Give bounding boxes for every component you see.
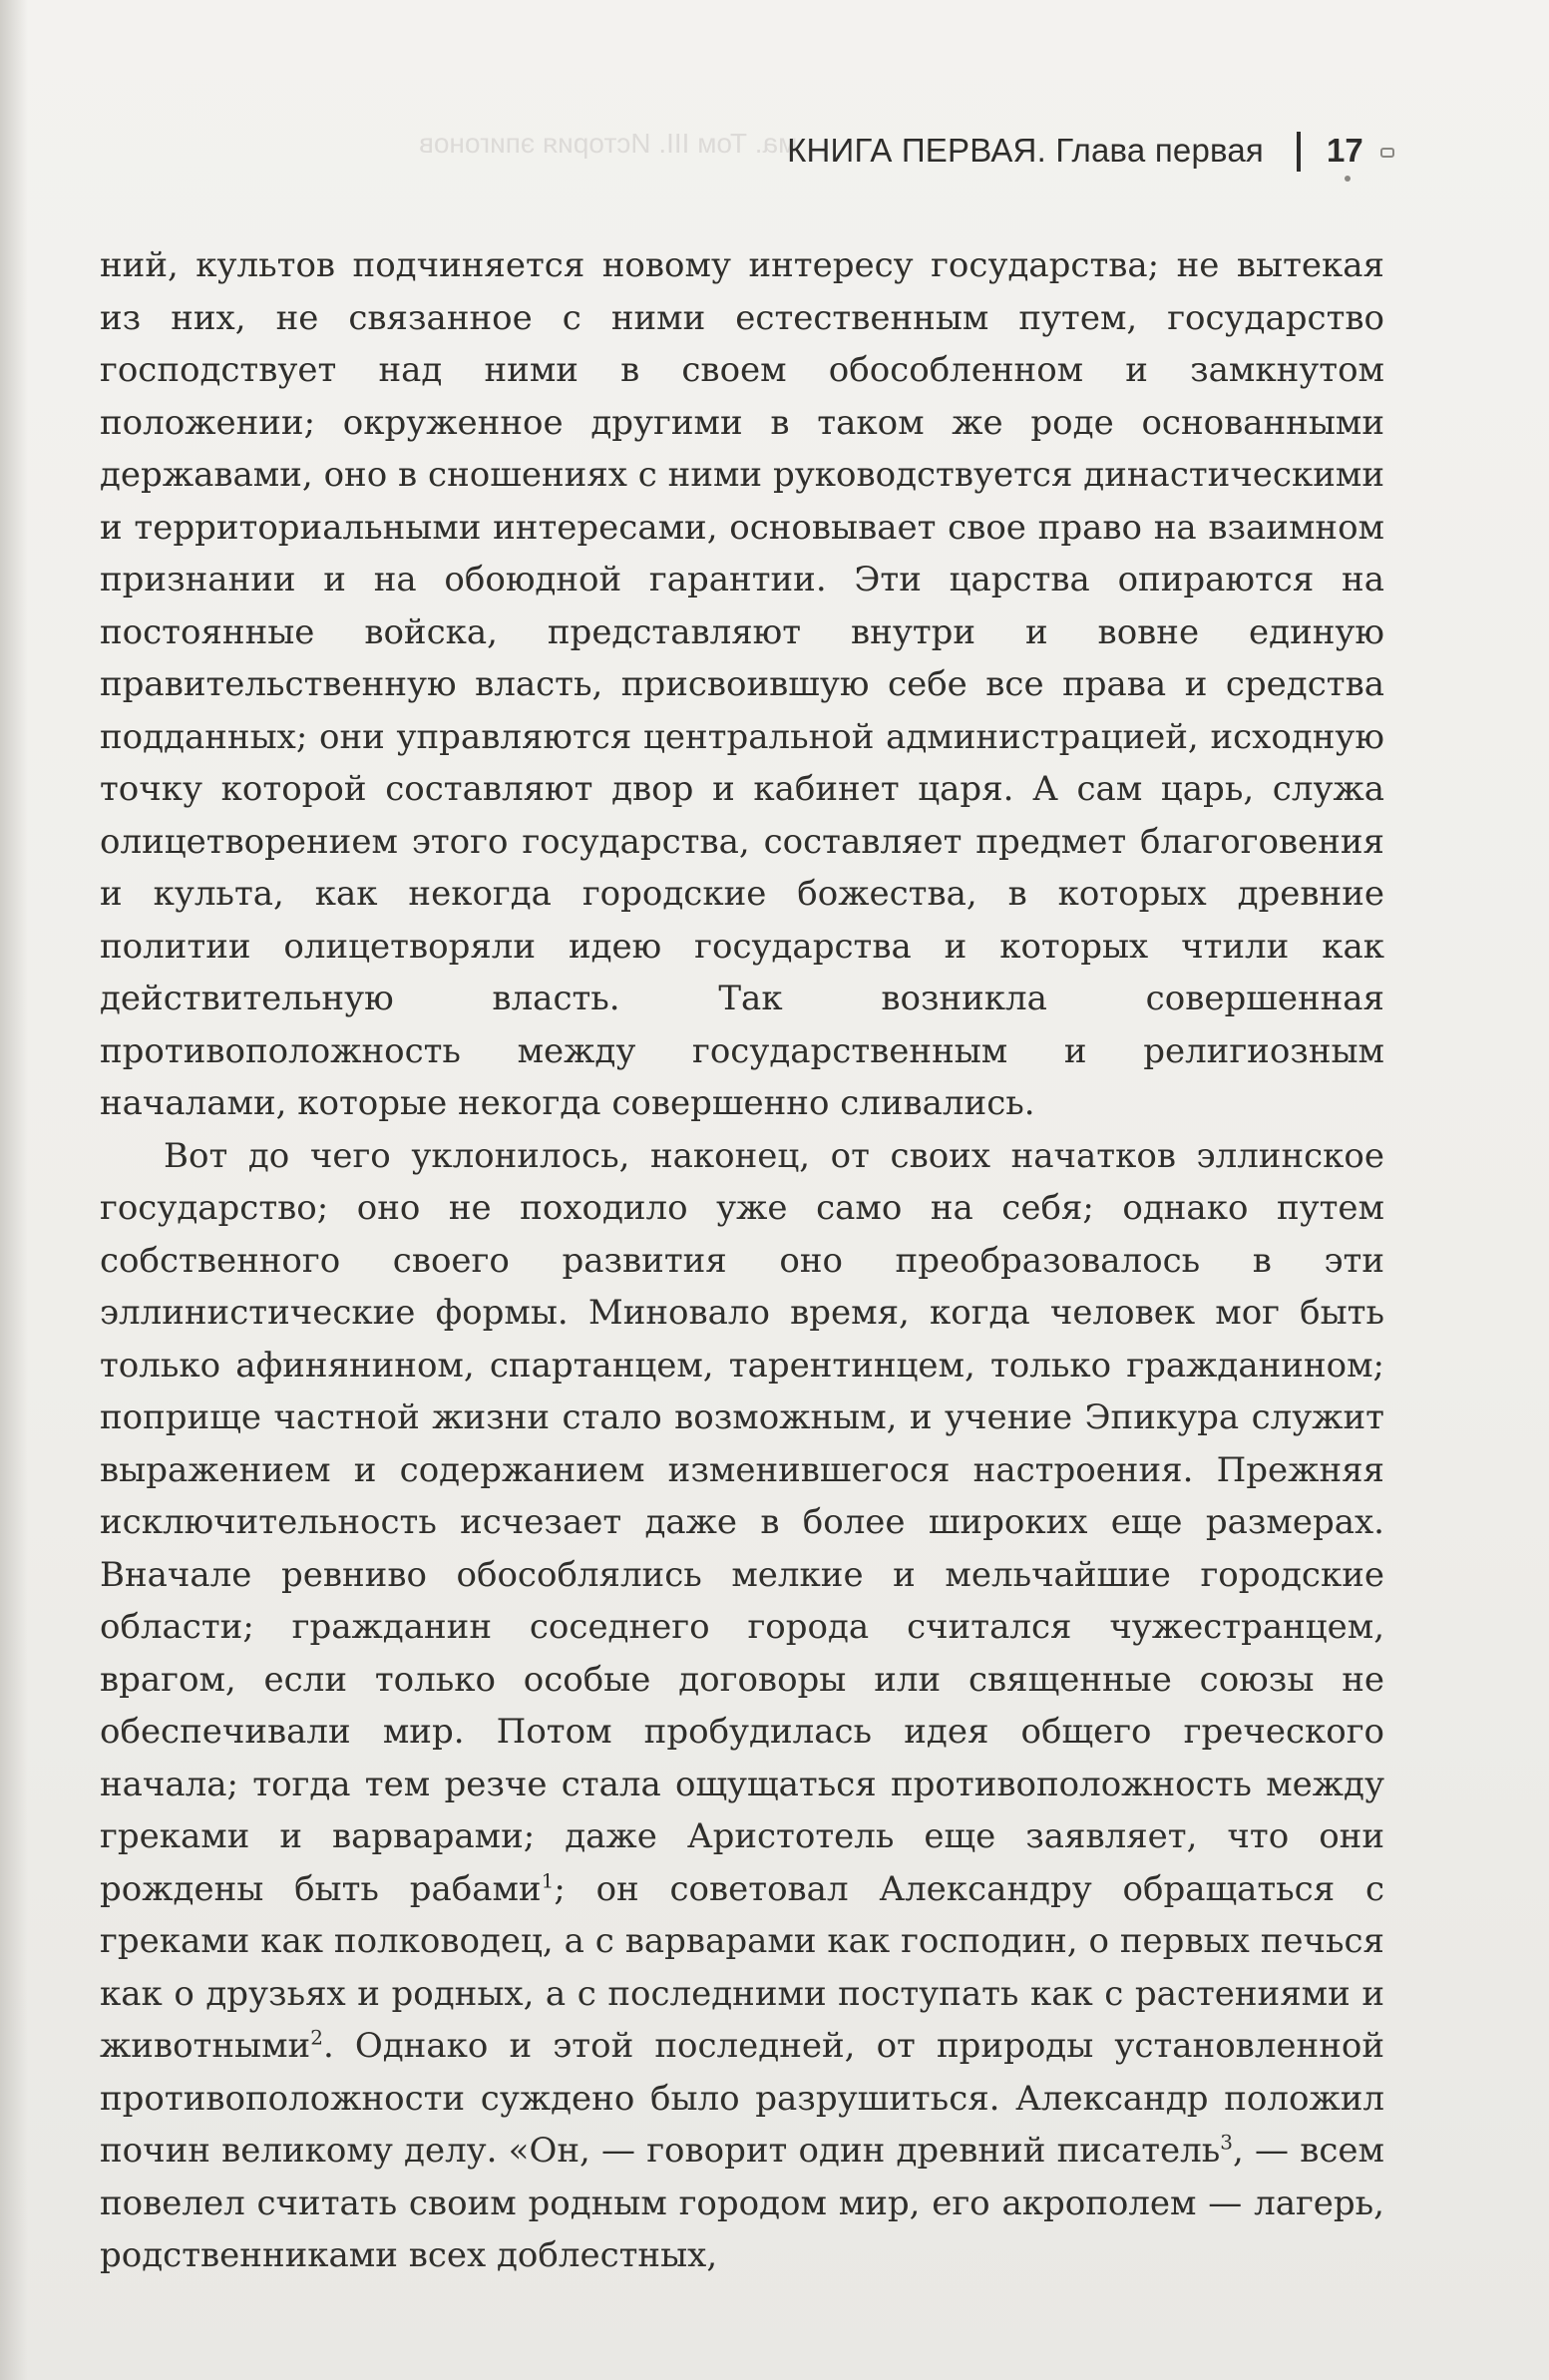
running-title: КНИГА ПЕРВАЯ. Глава первая	[787, 132, 1264, 169]
footnote-ref: 3	[1220, 2130, 1234, 2155]
body-text	[100, 239, 1384, 2282]
spine-shadow	[0, 0, 28, 2380]
text-run: , — всем повелел считать своим родным городом мир, его акрополем — лагерь, родственниками всех доблестных,	[100, 2131, 1384, 2275]
text-run: ; он советовал Александру обращаться с греками как полководец, а с варварами как господин, о первых печься как о друзьях и родных, а с последними поступать как с растениями и животными	[100, 1868, 1384, 2066]
paragraph	[100, 1130, 1384, 2282]
page-number: 17	[1327, 132, 1363, 169]
header-divider	[1297, 132, 1301, 172]
header-ornament-icon	[1380, 148, 1394, 158]
text-run: . Однако и этой последней, от природы установленной противоположности суждено было разрушиться. Александр положил почин великому делу. «Он, — говорит один древний писатель	[100, 2026, 1384, 2171]
footnote-ref: 2	[310, 2025, 323, 2050]
text-run: Вот до чего уклонилось, наконец, от своих начатков эллинское государство; оно не походило уже само на себя; однако путем собственного своего развития оно преобразовалось в эти эллинистические формы. Миновало время, когда человек мог быть только афинянином, спартанцем, тарентинцем, только гражданином; поприще частной жизни стало возможным, и учение Эпикура служит выражением и содержанием изменившегося настроения. Прежняя исключительность исчезает даже в более широких еще размерах. Вначале ревниво обособлялись мелкие и мельчайшие городские области; гражданин соседнего города считался чужестранцем, врагом, если только особые договоры или священные союзы не обеспечивали мир. Потом пробудилась идея общего греческого начала; тогда тем резче стала ощущаться противоположность между греками и варварами; даже Аристотель еще заявляет, что они рождены быть рабами	[100, 1135, 1384, 1909]
paragraph: ний, культов подчиняется новому интересу государства; не вытекая из них, не связанное с ними естественным путем, государство господствует над ними в своем обособленном и замкнутом положении; окруженное другими в таком же роде основанными державами, оно в сношениях с ними руководствуется династическими и территориальными интересами, основывает свое право на взаимном признании и на обоюдной гарантии. Эти царства опираются на постоянные войска, представляют внутри и вовне единую правительственную власть, присвоившую себе все права и средства подданных; они управляются центральной администрацией, исходную точку которой составляют двор и кабинет царя. А сам царь, служа олицетворением этого государства, составляет предмет благоговения и культа, как некогда городские божества, в которых древние политии олицетворяли идею государства и которых чтили как действительную власть. Так возникла совершенная противоположность между государственным и религиозным началами, которые некогда совершенно сливались.	[100, 245, 1384, 1123]
running-head	[0, 132, 1549, 176]
bleed-through-header: ма. Том III. История эпигонов	[419, 128, 798, 159]
footnote-ref: 1	[541, 1868, 555, 1893]
header-dot-icon	[1345, 176, 1351, 182]
